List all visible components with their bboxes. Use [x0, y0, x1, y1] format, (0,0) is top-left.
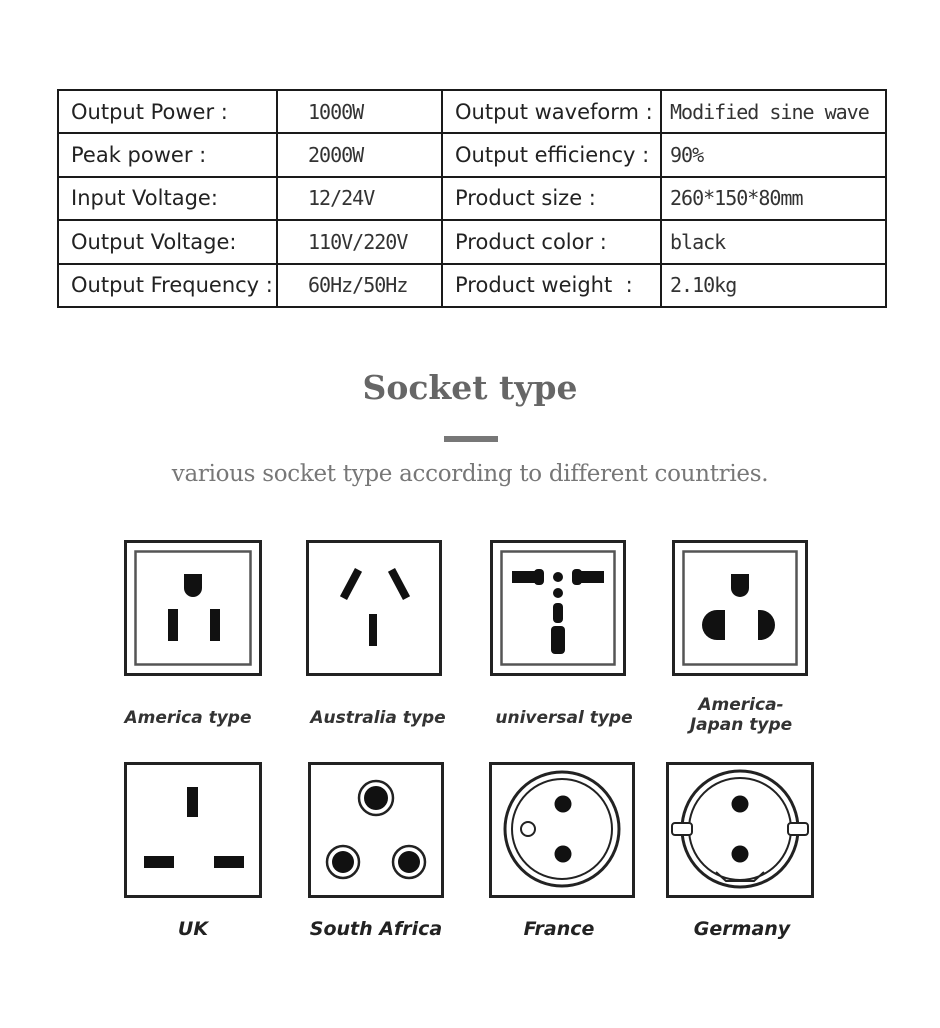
spec-value: 60Hz/50Hz: [277, 264, 442, 307]
socket-label: universal type: [495, 708, 633, 728]
section-subtitle: various socket type according to different countries.: [171, 461, 769, 487]
table-row: [58, 90, 886, 133]
spec-label: Output Voltage:: [58, 220, 277, 263]
america-socket-icon: [124, 540, 262, 676]
uk-socket-icon: [124, 762, 262, 898]
socket-label: Germany: [693, 918, 791, 940]
spec-value: 1000W: [277, 90, 442, 133]
socket-label: America type: [124, 708, 252, 728]
spec-value: black: [661, 220, 886, 263]
socket-label-line: America-: [698, 695, 784, 715]
spec-label: Output efficiency :: [442, 133, 661, 176]
spec-table: [57, 89, 887, 308]
spec-label: Output Frequency :: [58, 264, 277, 307]
spec-label: Output waveform :: [442, 90, 661, 133]
table-row: [58, 133, 886, 176]
australia-socket-icon: [306, 540, 442, 676]
table-row: [58, 220, 886, 263]
spec-value: 110V/220V: [277, 220, 442, 263]
spec-label: Product size :: [442, 177, 661, 220]
france-socket-icon: [489, 762, 635, 898]
south-africa-socket-icon: [308, 762, 444, 898]
spec-label: Peak power :: [58, 133, 277, 176]
socket-label: Australia type: [310, 708, 446, 728]
table-row: [58, 264, 886, 307]
socket-label: France: [523, 918, 595, 940]
spec-value: Modified sine wave: [661, 90, 886, 133]
socket-label-line: Japan type: [689, 715, 793, 735]
title-underline: [444, 436, 498, 442]
spec-label: Output Power :: [58, 90, 277, 133]
spec-label: Input Voltage:: [58, 177, 277, 220]
spec-label: Product color :: [442, 220, 661, 263]
spec-value: 260*150*80mm: [661, 177, 886, 220]
section-title: Socket type: [362, 368, 578, 407]
universal-socket-icon: [490, 540, 626, 676]
socket-label: [662, 695, 820, 735]
spec-label: Product weight :: [442, 264, 661, 307]
america-japan-socket-icon: [672, 540, 808, 676]
spec-value: 12/24V: [277, 177, 442, 220]
socket-label: South Africa: [309, 918, 443, 940]
spec-value: 2.10kg: [661, 264, 886, 307]
germany-socket-icon: [666, 762, 814, 898]
spec-value: 90%: [661, 133, 886, 176]
spec-value: 2000W: [277, 133, 442, 176]
table-row: [58, 177, 886, 220]
socket-label: UK: [177, 918, 209, 940]
